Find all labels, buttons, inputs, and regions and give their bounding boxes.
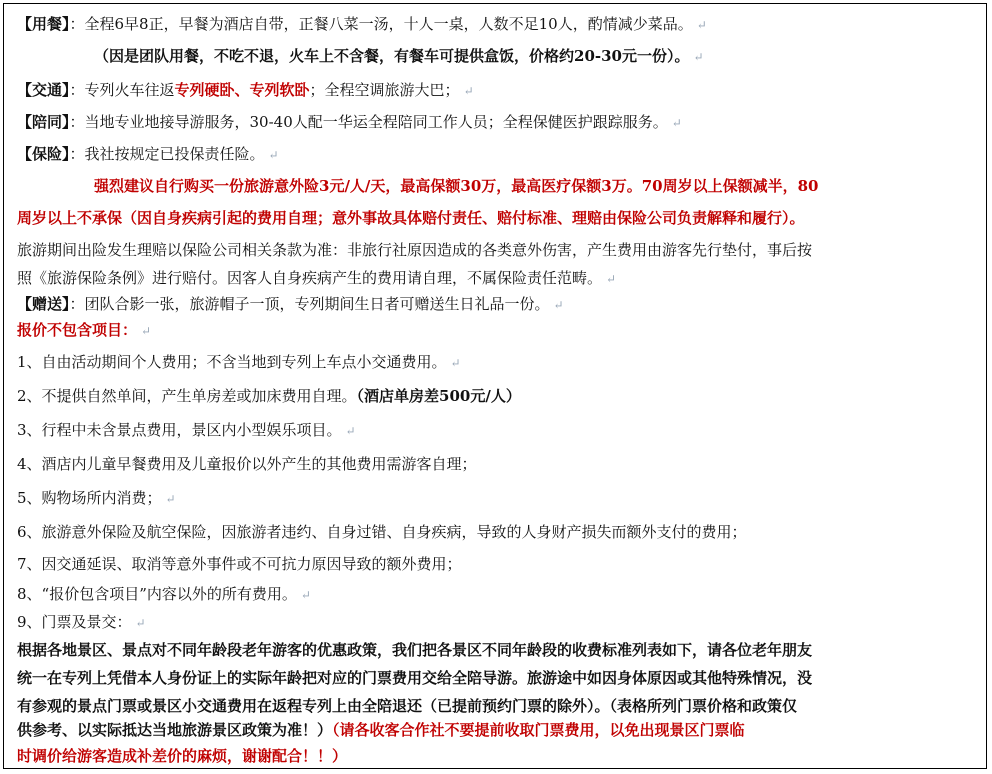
exclusions-heading — [17, 320, 151, 341]
insurance-claims-line2-text: 照《旅游保险条例》进行赔付。因客人自身疾病产生的费用请自理，不属保险责任范畴。 — [17, 269, 603, 287]
tickets-line3: 有参观的景点门票或景区小交通费用在返程专列上由全陪退还（已提前预约门票的除外）。（表格所列门票价格和政策仅 — [17, 697, 798, 715]
insurance-line — [17, 144, 279, 165]
meals-note — [94, 46, 704, 67]
meals-note-text: （因是团队用餐，不吃不退，火车上不含餐，有餐车可提供盒饭，价格约20-30元一份）。 — [94, 47, 690, 65]
paragraph-mark-icon: ↵ — [135, 616, 146, 630]
exclusion-item — [17, 420, 356, 441]
exclusion-item — [17, 352, 461, 373]
meals-label: 【用餐】 — [17, 15, 70, 33]
paragraph-mark-icon: ↵ — [141, 324, 152, 338]
gift-text: ：团队合影一张，旅游帽子一顶，专列期间生日者可赠送生日礼品一份。 — [69, 295, 550, 313]
paragraph-mark-icon: ↵ — [696, 18, 707, 32]
exclusion-item-text: 2、不提供自然单间，产生单房差或加床费用自理。 — [17, 387, 357, 405]
exclusion-item — [17, 488, 176, 509]
paragraph-mark-icon: ↵ — [165, 492, 176, 506]
transport-highlight: 专列硬卧、专列软卧 — [174, 81, 310, 99]
exclusion-item-text: 4、酒店内儿童早餐费用及儿童报价以外产生的其他费用需游客自理； — [17, 455, 477, 473]
paragraph-mark-icon: ↵ — [463, 84, 474, 98]
exclusion-item — [17, 522, 747, 542]
tickets-line1: 根据各地景区、景点对不同年龄段老年游客的优惠政策，我们把各景区不同年龄段的收费标准列表如下，请各位老年朋友 — [17, 641, 813, 659]
tickets-line5: 时调价给游客造成补差价的麻烦，谢谢配合！！） — [17, 747, 348, 765]
document-page — [3, 3, 987, 769]
insurance-label: 【保险】 — [17, 145, 70, 163]
exclusion-item-text: 1、自由活动期间个人费用；不含当地到专列上车点小交通费用。 — [17, 353, 447, 371]
insurance-claims-line1: 旅游期间出险发生理赔以保险公司相关条款为准：非旅行社原因造成的各类意外伤害，产生费用由游客先行垫付，事后按 — [17, 241, 813, 259]
insurance-text: ：我社按规定已投保责任险。 — [69, 145, 265, 163]
meals-text: ：全程6早8正，早餐为酒店自带，正餐八菜一汤，十人一桌，人数不足10人，酌情减少菜品。 — [69, 15, 693, 33]
exclusion-item-text: 3、行程中未含景点费用，景区内小型娱乐项目。 — [17, 421, 342, 439]
exclusion-item — [17, 454, 477, 474]
paragraph-mark-icon: ↵ — [345, 424, 356, 438]
exclusion-item-text: 8、“报价包含项目”内容以外的所有费用。 — [17, 585, 297, 603]
tickets-line2: 统一在专列上凭借本人身份证上的实际年龄把对应的门票费用交给全陪导游。旅游途中如因身体原因或其他特殊情况，没 — [17, 669, 813, 687]
insurance-claims-line2 — [17, 268, 616, 289]
exclusion-item — [17, 612, 146, 633]
paragraph-mark-icon: ↵ — [300, 588, 311, 602]
escort-line — [17, 112, 682, 133]
tickets-line4 — [17, 720, 745, 740]
escort-text: ：当地专业地接导游服务，30-40人配一华运全程陪同工作人员；全程保健医护跟踪服务。 — [69, 113, 668, 131]
tickets-line4-black: 供参考、以实际抵达当地旅游景区政策为准！） — [17, 721, 333, 739]
transport-line — [17, 80, 474, 101]
single-room-supplement: （酒店单房差500元/人） — [356, 387, 521, 405]
tickets-line4-red: （请各收客合作社不要提前收取门票费用，以免出现景区门票临 — [332, 721, 745, 739]
exclusion-item — [17, 386, 521, 406]
gift-label: 【赠送】 — [17, 295, 70, 313]
transport-text-before: ：专列火车往返 — [69, 81, 175, 99]
paragraph-mark-icon: ↵ — [268, 148, 279, 162]
gift-line — [17, 294, 564, 315]
exclusion-item-text: 5、购物场所内消费； — [17, 489, 162, 507]
transport-label: 【交通】 — [17, 81, 70, 99]
exclusion-item-text: 6、旅游意外保险及航空保险，因旅游者违约、自身过错、自身疾病，导致的人身财产损失而额外支付的费用； — [17, 523, 747, 541]
paragraph-mark-icon: ↵ — [450, 356, 461, 370]
transport-text-after: ；全程空调旅游大巴； — [309, 81, 460, 99]
meals-line — [17, 14, 707, 35]
exclusion-item — [17, 554, 462, 574]
insurance-warning-line1: 强烈建议自行购买一份旅游意外险3元/人/天，最高保额30万，最高医疗保额3万。70周岁以上保额减半，80 — [94, 177, 819, 195]
paragraph-mark-icon: ↵ — [671, 116, 682, 130]
exclusions-heading-text: 报价不包含项目： — [17, 321, 138, 339]
exclusion-item-text: 9、门票及景交： — [17, 613, 132, 631]
paragraph-mark-icon: ↵ — [606, 272, 617, 286]
exclusion-item — [17, 584, 311, 605]
escort-label: 【陪同】 — [17, 113, 70, 131]
insurance-warning-line2: 周岁以上不承保（因自身疾病引起的费用自理；意外事故具体赔付责任、赔付标准、理赔由保险公司负责解释和履行）。 — [17, 209, 805, 227]
exclusion-item-text: 7、因交通延误、取消等意外事件或不可抗力原因导致的额外费用； — [17, 555, 462, 573]
paragraph-mark-icon: ↵ — [553, 298, 564, 312]
paragraph-mark-icon: ↵ — [693, 50, 704, 64]
